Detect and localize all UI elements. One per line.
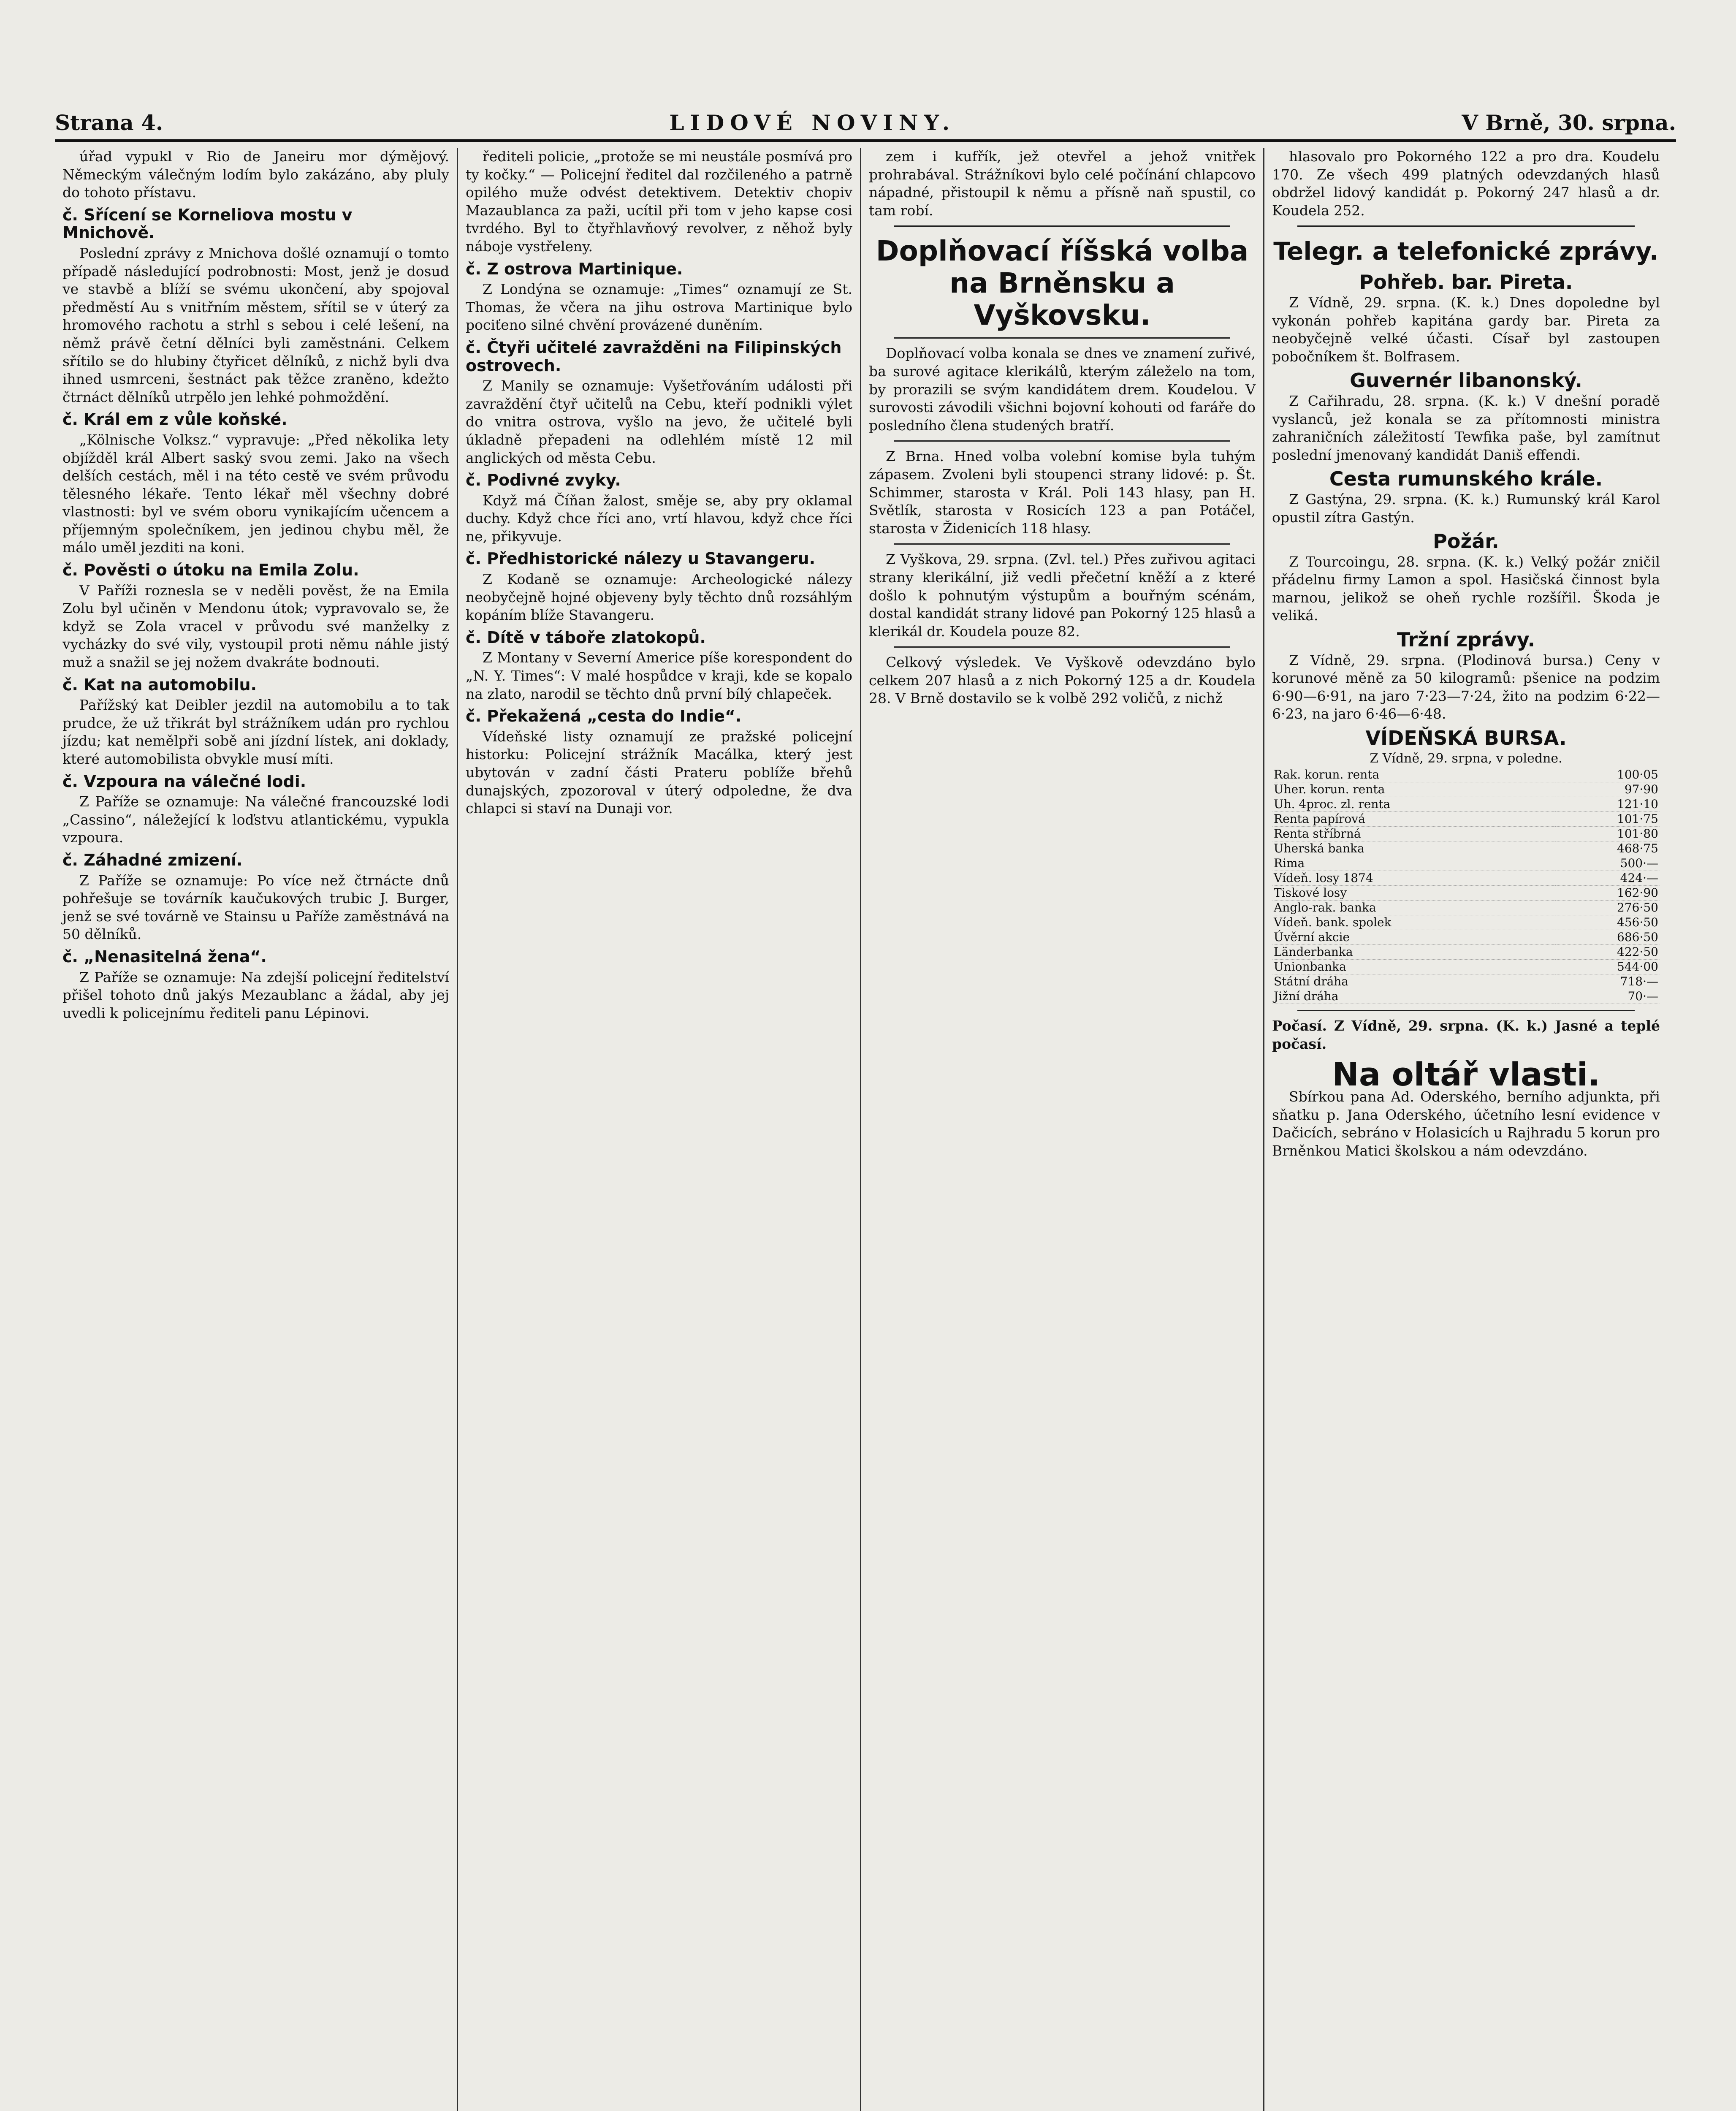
table-row: [1272, 960, 1660, 974]
security-name: Státní dráha: [1272, 974, 1555, 989]
article-heading: č. Podivné zvyky.: [466, 471, 621, 490]
table-row: [1272, 989, 1660, 1004]
page-number: Strana 4.: [55, 110, 163, 135]
security-name: Anglo-rak. banka: [1272, 901, 1555, 915]
security-name: Úvěrní akcie: [1272, 930, 1555, 945]
security-name: Uherská banka: [1272, 841, 1555, 856]
article-heading: č. Pověsti o útoku na Emila Zolu.: [62, 561, 359, 580]
table-row: [1272, 974, 1660, 989]
security-price: 456·50: [1555, 915, 1660, 930]
bourse-subheading: Z Vídně, 29. srpna, v poledne.: [1370, 751, 1562, 766]
altar-headline: Na oltář vlasti.: [1332, 1056, 1600, 1093]
article-text: Když má Číňan žalost, směje se, aby pry oklamal duchy. Když chce říci ano, vrtí hlavou, když chce říci ne, přikyvuje.: [466, 492, 852, 545]
security-name: Uher. korun. renta: [1272, 782, 1555, 797]
article-heading: č. Překažená „cesta do Indie“.: [466, 707, 742, 726]
article-heading: č. Král em z vůle koňské.: [62, 410, 288, 429]
article-text: hlasovalo pro Pokorného 122 a pro dra. Koudelu 170. Ze všech 499 platných odevzdaných hlasů obdržel lidový kandidát p. Pokorný 247 hlasů a dr. Koudela 252.: [1272, 148, 1660, 219]
article-heading: č. Sřícení se Korneliova mostu v Mnichově.: [62, 205, 353, 242]
article-text: „Kölnische Volksz.“ vypravuje: „Před několika lety objížděl král Albert saský svou zemi. Jako na všech delších cestách, měl i na této cestě ve svém průvodu tělesného lékaře. Tento lékař měl všechny dobré vlastnosti: byl ve svém oboru vynikajícím učencem a příjemným společníkem, jen jedinou chybu měl, že málo uměl jezditi na koni.: [62, 431, 449, 556]
divider: [894, 646, 1230, 648]
article-text: Poslední zprávy z Mnichova došlé oznamují o tomto případě následující podrobnosti: Most, jenž je dosud ve stavbě a blíží se svému ukončení, aby spojoval předměstí Au s vnitřním městem, sřítil se v úterý za hromového rachotu a strhl s sebou i celé lešení, na němž právě četní dělníci byli zaměstnáni. Celkem sřítilo se do hlubiny čtyřicet dělníků, z nichž byli dva ihned usmrceni, šestnáct pak těžce zraněno, kdežto čtrnáct dělníků utrpělo jen lehké pohmoždění.: [62, 244, 449, 405]
article-text: Z Kodaně se oznamuje: Archeologické nálezy neobyčejně hojné objeveny byly těchto dnů rozsáhlým kopáním blíže Stavangeru.: [466, 571, 852, 624]
table-row: [1272, 871, 1660, 886]
security-name: Uh. 4proc. zl. renta: [1272, 797, 1555, 812]
article-text: Z Vídně, 29. srpna. (K. k.) Dnes dopoledne byl vykonán pohřeb kapitána gardy bar. Pireta za neobyčejně velké účasti. Císař byl zastoupen pobočníkem št. Bolfrasem.: [1272, 294, 1660, 365]
security-price: 276·50: [1555, 901, 1660, 915]
article-heading: č. Kat na automobilu.: [62, 675, 257, 694]
article-text: Z Brna. Hned volba volební komise byla tuhým zápasem. Zvoleni byli stoupenci strany lidové: p. Št. Schimmer, starosta v Král. Poli 143 hlasy, pan H. Světlík, starosta v Rosicích 123 a pan Potáčel, starosta v Židenicích 118 hlasy.: [869, 448, 1256, 537]
table-row: [1272, 768, 1660, 782]
security-name: Tiskové losy: [1272, 886, 1555, 901]
article-text: řediteli policie, „protože se mi neustále posmívá pro ty kočky.“ — Policejní ředitel dal rozčileného a patrně opilého muže odvést detektivem. Detektiv chopiv Mazaublanca za paži, ucítil při tom v jeho kapse cosi tvrdého. Byl to čtyřhlavňový revolver, z něhož byly náboje vystřeleny.: [466, 148, 852, 255]
security-price: 544·00: [1555, 960, 1660, 974]
security-price: 97·90: [1555, 782, 1660, 797]
divider: [894, 337, 1230, 339]
article-text: Z Montany v Severní Americe píše korespondent do „N. Y. Times“: V malé hospůdce v kraji, kde se kopalo na zlato, narodil se těchto dnů první bílý chlapeček.: [466, 649, 852, 702]
article-heading: č. Předhistorické nálezy u Stavangeru.: [466, 549, 816, 568]
security-name: Jižní dráha: [1272, 989, 1555, 1004]
security-price: 101·80: [1555, 827, 1660, 841]
security-price: 162·90: [1555, 886, 1660, 901]
place-date: V Brně, 30. srpna.: [1462, 110, 1676, 135]
article-heading: č. Vzpoura na válečné lodi.: [62, 772, 307, 791]
article-heading: č. Záhadné zmizení.: [62, 850, 243, 869]
table-row: [1272, 915, 1660, 930]
divider: [894, 543, 1230, 545]
column-4: [1264, 148, 1668, 2111]
columns: [55, 148, 1676, 2111]
article-text: Z Vídně, 29. srpna. (Plodinová bursa.) Ceny v korunové měně za 50 kilogramů: pšenice na podzim 6·90—6·91, na jaro 7·23—7·24, žito na podzim 6·22—6·23, na jaro 6·46—6·48.: [1272, 651, 1660, 722]
divider: [894, 440, 1230, 442]
security-price: 70·—: [1555, 989, 1660, 1004]
security-price: 101·75: [1555, 812, 1660, 827]
security-price: 424·—: [1555, 871, 1660, 886]
article-text: Z Paříže se oznamuje: Na válečné francouzské lodi „Cassino“, náležející k loďstvu atlantickému, vypukla vzpoura.: [62, 793, 449, 846]
table-row: [1272, 945, 1660, 960]
header-rule: [55, 139, 1676, 142]
article-text: Z Vyškova, 29. srpna. (Zvl. tel.) Přes zuřivou agitaci strany klerikální, již vedli přečetní kněží a z které došlo k pohnutým výstupům a bouřným scénám, dostal kandidát strany lidové pan Pokorný 125 hlasů a klerikál dr. Koudela pouze 82.: [869, 551, 1256, 640]
security-name: Vídeň. bank. spolek: [1272, 915, 1555, 930]
security-name: Renta stříbrná: [1272, 827, 1555, 841]
article-text: Z Gastýna, 29. srpna. (K. k.) Rumunský král Karol opustil zítra Gastýn.: [1272, 491, 1660, 526]
article-text: Z Paříže se oznamuje: Po více než čtrnácte dnů pohřešuje se továrník kaučukových trubic J. Burger, jenž se své továrně ve Stainsu u Paříže zaměstnává na 50 dělníků.: [62, 872, 449, 943]
security-price: 100·05: [1555, 768, 1660, 782]
article-text: Celkový výsledek. Ve Vyškově odevzdáno bylo celkem 207 hlasů a z nich Pokorný 125 a dr. Koudela 28. V Brně dostavilo se k volbě 292 voličů, z nichž: [869, 654, 1256, 707]
page-header: [55, 101, 1676, 135]
article-text: Pařížský kat Deibler jezdil na automobilu a to tak prudce, že už třikrát byl strážníkem udán pro rychlou jízdu; kat nemělpři sobě ani jízdní lístek, ani doklady, které automobilista obvykle musí míti.: [62, 697, 449, 767]
section-heading: Guvernér libanonský.: [1350, 369, 1582, 392]
bourse-table: [1272, 768, 1660, 1004]
column-2: [458, 148, 861, 2111]
security-price: 121·10: [1555, 797, 1660, 812]
section-heading: Cesta rumunského krále.: [1329, 467, 1603, 491]
section-heading: Tržní zprávy.: [1397, 628, 1535, 651]
article-text: Doplňovací volba konala se dnes ve znamení zuřivé, ba surové agitace klerikálů, kterým záleželo na tom, by prorazili se svým kandidátem drem. Koudelou. V surovosti závodili všichni bojovní kohouti od faráře do posledního člena studených bratří.: [869, 345, 1256, 434]
table-row: [1272, 797, 1660, 812]
security-name: Länderbanka: [1272, 945, 1555, 960]
article-heading: č. Čtyři učitelé zavražděni na Filipinských ostrovech.: [466, 338, 842, 375]
article-text: V Paříži roznesla se v neděli pověst, že na Emila Zolu byl učiněn v Mendonu útok; vypravovalo se, že když se Zola vracel v průvodu své manželky z vycházky do své vily, vystoupil proti němu náhle jistý muž a snažil se jej nožem dvakráte bodnouti.: [62, 582, 449, 671]
article-text: úřad vypukl v Rio de Janeiru mor dýmějový. Německým válečným lodím bylo zakázáno, aby pluly do tohoto přístavu.: [62, 148, 449, 201]
masthead-title: LIDOVÉ NOVINY.: [669, 110, 956, 135]
article-text: Z Manily se oznamuje: Vyšetřováním události při zavraždění čtyř učitelů na Cebu, kteří podnikli výlet do vnitra ostrova, vyšlo na jevo, že učitelé byli úkladně přepadeni na odlehlém místě 12 mil anglických od města Cebu.: [466, 377, 852, 466]
divider: [894, 225, 1230, 227]
security-name: Rima: [1272, 856, 1555, 871]
security-name: Renta papírová: [1272, 812, 1555, 827]
table-row: [1272, 827, 1660, 841]
article-heading: č. Dítě v táboře zlatokopů.: [466, 628, 706, 647]
table-row: [1272, 930, 1660, 945]
article-heading: č. „Nenasitelná žena“.: [62, 947, 267, 966]
article-text: Vídeňské listy oznamují ze pražské policejní historku: Policejní strážník Macálka, který jest ubytován v zadní části Prateru poblíže břehů dunajských, zpozoroval v úterý odpoledne, že dva chlapci si staví na Dunaji vor.: [466, 728, 852, 817]
table-row: [1272, 856, 1660, 871]
table-row: [1272, 886, 1660, 901]
security-price: 686·50: [1555, 930, 1660, 945]
article-text: Sbírkou pana Ad. Oderského, berního adjunkta, při sňatku p. Jana Oderského, účetního lesní evidence v Dačicích, sebráno v Holasicích u Rajhradu 5 korun pro Brněnkou Matici školskou a nám odevzdáno.: [1272, 1088, 1660, 1159]
table-row: [1272, 812, 1660, 827]
column-1: [55, 148, 458, 2111]
telegram-headline: Telegr. a telefonické zprávy.: [1273, 237, 1659, 266]
article-heading: č. Z ostrova Martinique.: [466, 259, 683, 278]
divider: [1297, 225, 1635, 227]
table-row: [1272, 782, 1660, 797]
table-row: [1272, 901, 1660, 915]
table-row: [1272, 841, 1660, 856]
security-name: Vídeň. losy 1874: [1272, 871, 1555, 886]
article-text: Z Tourcoingu, 28. srpna. (K. k.) Velký požár zničil přádelnu firmy Lamon a spol. Hasičská činnost byla marnou, jelikož se oheň rychle rozšířil. Škoda je veliká.: [1272, 553, 1660, 624]
divider: [1297, 1010, 1635, 1011]
article-text: Z Cařihradu, 28. srpna. (K. k.) V dnešní poradě vyslanců, jež konala se za přítomnosti ministra zahraničních záležitostí Tewfika paše, byl zamítnut poslední jmenovaný kandidát Daniš effendi.: [1272, 392, 1660, 463]
article-text: Z Paříže se oznamuje: Na zdejší policejní ředitelství přišel tohoto dnů jakýs Mezaublanc a žádal, aby jej uvedli k policejnímu řediteli panu Lépinovi.: [62, 969, 449, 1021]
section-heading: Požár.: [1433, 530, 1499, 553]
section-heading: Pohřeb. bar. Pireta.: [1359, 271, 1573, 294]
security-name: Unionbanka: [1272, 960, 1555, 974]
security-price: 718·—: [1555, 974, 1660, 989]
security-price: 468·75: [1555, 841, 1660, 856]
security-name: Rak. korun. renta: [1272, 768, 1555, 782]
column-3: [861, 148, 1264, 2111]
security-price: 422·50: [1555, 945, 1660, 960]
security-price: 500·—: [1555, 856, 1660, 871]
article-text: Z Londýna se oznamuje: „Times“ oznamují ze St. Thomas, že včera na jihu ostrova Martinique bylo pociťeno silné chvění provázené duněním.: [466, 281, 852, 334]
election-headline: Doplňovací říšská volba na Brněnsku a Vyškovsku.: [876, 235, 1249, 332]
weather-report: Počasí. Z Vídně, 29. srpna. (K. k.) Jasné a teplé počasí.: [1272, 1018, 1660, 1052]
article-text: zem i kufřík, jež otevřel a jehož vnitřek prohrabával. Strážníkovi bylo celé počínání chlapcovo nápadné, přistoupil k němu a přísně naň spustil, co tam robí.: [869, 148, 1256, 219]
section-heading: VÍDEŇSKÁ BURSA.: [1365, 727, 1567, 750]
